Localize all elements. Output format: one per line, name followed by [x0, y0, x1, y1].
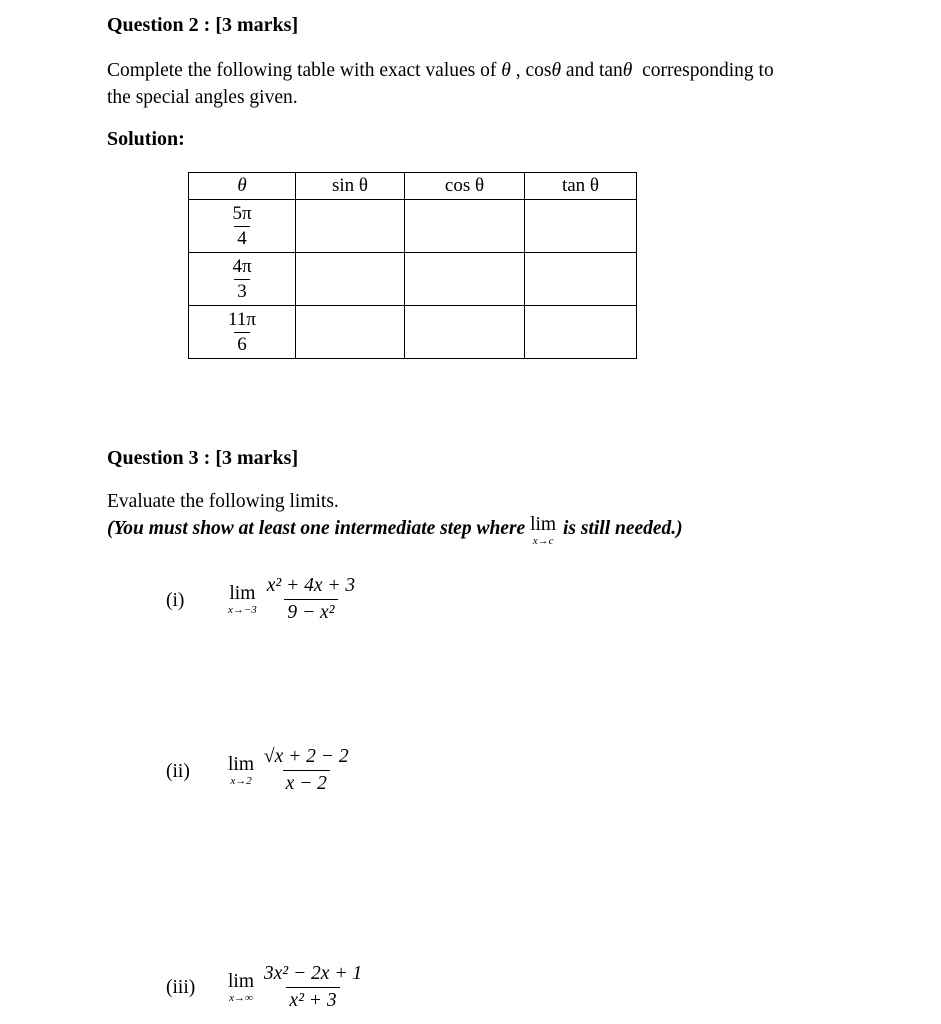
cos-answer-cell[interactable] — [405, 306, 525, 359]
sin-answer-cell[interactable] — [296, 306, 405, 359]
question-3-heading: Question 3 : [3 marks] — [107, 447, 299, 469]
tan-answer-cell[interactable] — [525, 253, 637, 306]
table-header-row — [189, 173, 637, 200]
header-theta: θ — [189, 173, 296, 200]
tan-answer-cell[interactable] — [525, 200, 637, 253]
header-tan: tan θ — [525, 173, 637, 200]
question-2-text-line1: Complete the following table with exact values of θ , cosθ and tanθ corresponding to — [107, 60, 774, 81]
question-3-instruction: Evaluate the following limits. — [107, 491, 339, 512]
question-3-note: (You must show at least one intermediate step where lim x→c is still needed.) — [107, 514, 683, 547]
part-label: (iii) — [166, 977, 196, 998]
part-label: (i) — [166, 590, 185, 611]
angle-cell: $\frac{11\pi}{6}$ — [189, 306, 296, 359]
table-row — [189, 253, 637, 306]
header-sin: sin θ — [296, 173, 405, 200]
cos-answer-cell[interactable] — [405, 253, 525, 306]
sin-answer-cell[interactable] — [296, 253, 405, 306]
angle-cell: $\frac{4\pi}{3}$ — [189, 253, 296, 306]
question-2-heading: Question 2 : [3 marks] — [107, 14, 299, 36]
limit-expression: lim x→−3 $\frac{\text{x² + 4x + 3}}{\text{9 − x²}}$ — [228, 575, 356, 623]
table-row — [189, 306, 637, 359]
angle-cell: $\frac{5\pi}{4}$ — [189, 200, 296, 253]
question-2-text-line2: the special angles given. — [107, 87, 298, 108]
tan-answer-cell[interactable] — [525, 306, 637, 359]
cos-answer-cell[interactable] — [405, 200, 525, 253]
sin-answer-cell[interactable] — [296, 200, 405, 253]
header-cos: cos θ — [405, 173, 525, 200]
trig-values-table — [188, 172, 637, 359]
limit-expression: lim x→2 $\frac{√x + 2 - 2}{x - 2}$ — [228, 746, 349, 794]
solution-label: Solution: — [107, 128, 185, 150]
limit-expression: lim x→∞ $\frac{\text{3x² − 2x + 1}}{\text{x² + 3}}$ — [228, 963, 363, 1011]
part-label: (ii) — [166, 761, 190, 782]
table-row — [189, 200, 637, 253]
